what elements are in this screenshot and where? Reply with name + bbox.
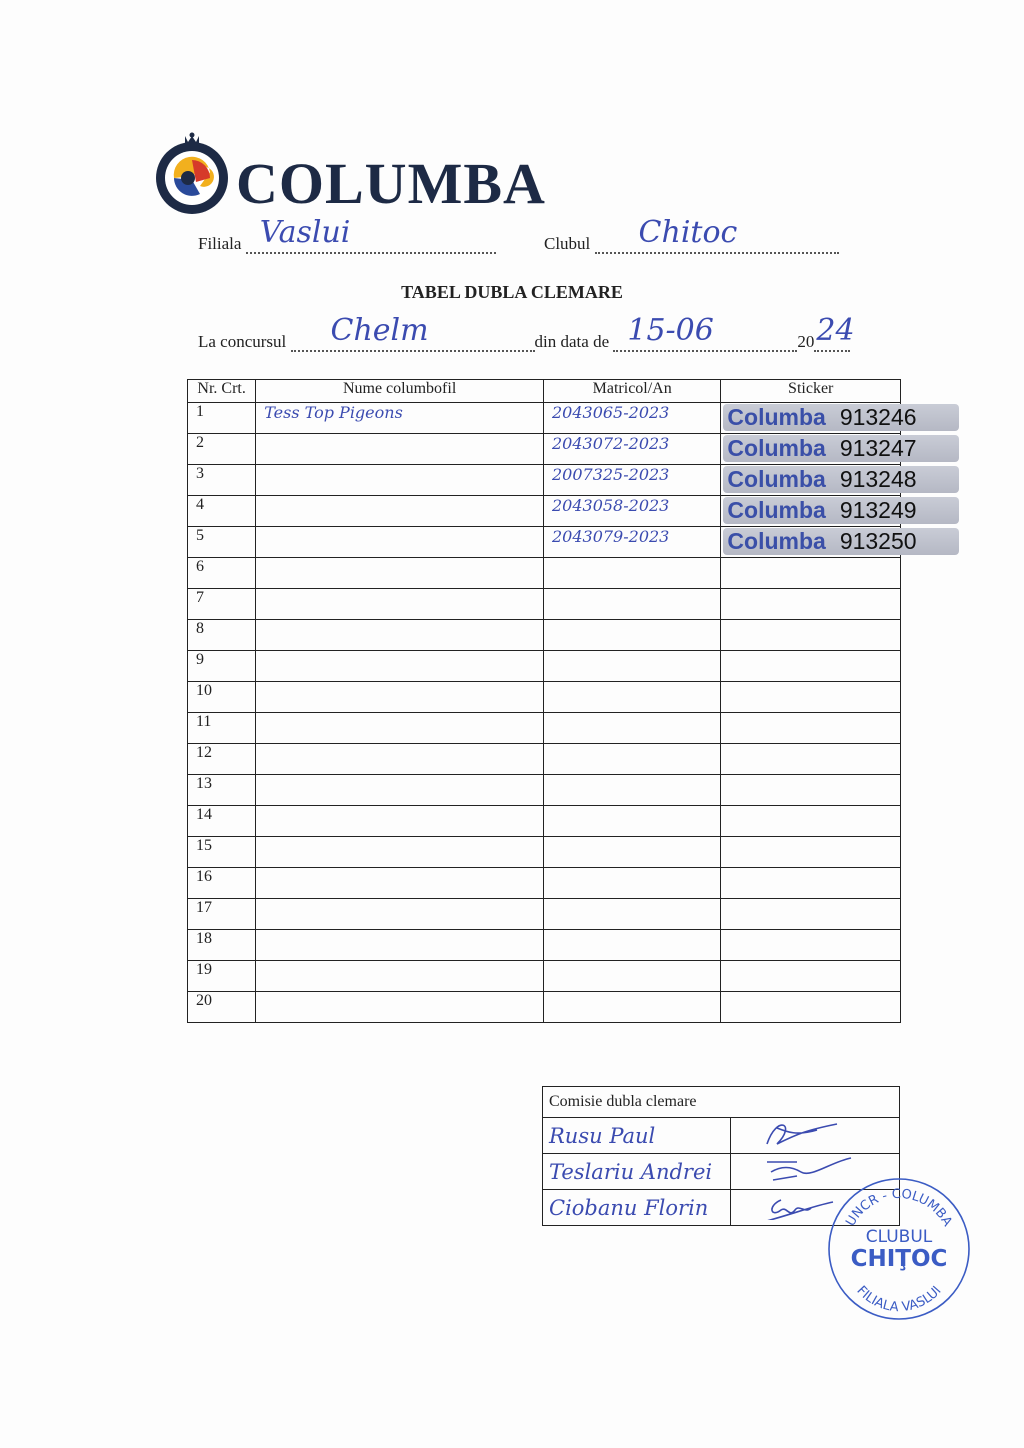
row-sticker bbox=[721, 961, 901, 992]
row-name bbox=[256, 434, 544, 465]
row-number: 20 bbox=[188, 992, 256, 1023]
row-matricol: 2007325-2023 bbox=[543, 465, 720, 496]
row-sticker bbox=[721, 806, 901, 837]
row-matricol bbox=[543, 868, 720, 899]
row-name bbox=[256, 620, 544, 651]
table-row bbox=[188, 806, 901, 837]
table-row bbox=[188, 558, 901, 589]
row-matricol bbox=[543, 837, 720, 868]
year-value: 24 bbox=[816, 313, 855, 348]
row-sticker bbox=[721, 930, 901, 961]
stamp-line2: CHIŢOC bbox=[850, 1246, 948, 1272]
row-name bbox=[256, 496, 544, 527]
columba-logo-icon bbox=[152, 132, 232, 216]
row-number: 16 bbox=[188, 868, 256, 899]
commission-member: Teslariu Andrei bbox=[543, 1154, 731, 1190]
clubul-value: Chitoc bbox=[638, 215, 738, 250]
row-name bbox=[256, 682, 544, 713]
row-sticker bbox=[721, 682, 901, 713]
sticker-label bbox=[723, 466, 959, 493]
stamp-line1: CLUBUL bbox=[865, 1227, 933, 1247]
row-number: 7 bbox=[188, 589, 256, 620]
row-name bbox=[256, 651, 544, 682]
signature-cell bbox=[731, 1118, 900, 1154]
header-nr: Nr. Crt. bbox=[188, 380, 256, 403]
sticker-brand: Columba bbox=[727, 528, 826, 554]
table-row bbox=[188, 713, 901, 744]
row-matricol bbox=[543, 651, 720, 682]
row-number: 5 bbox=[188, 527, 256, 558]
row-sticker bbox=[721, 713, 901, 744]
row-name bbox=[256, 775, 544, 806]
row-matricol: 2043072-2023 bbox=[543, 434, 720, 465]
row-number: 4 bbox=[188, 496, 256, 527]
sticker-number: 913250 bbox=[839, 528, 917, 554]
row-name bbox=[256, 589, 544, 620]
row-matricol bbox=[543, 744, 720, 775]
sticker-brand: Columba bbox=[727, 466, 826, 492]
contest-field bbox=[198, 313, 855, 352]
signature-mark bbox=[737, 1118, 857, 1148]
row-sticker bbox=[721, 403, 917, 434]
row-number: 19 bbox=[188, 961, 256, 992]
table-row bbox=[188, 403, 901, 434]
contest-value: Chelm bbox=[330, 313, 429, 348]
table-row bbox=[188, 868, 901, 899]
row-matricol bbox=[543, 992, 720, 1023]
row-number: 9 bbox=[188, 651, 256, 682]
row-matricol bbox=[543, 558, 720, 589]
row-name bbox=[256, 992, 544, 1023]
row-number: 15 bbox=[188, 837, 256, 868]
svg-text:UNCR - COLUMBA bbox=[843, 1187, 955, 1229]
table-row bbox=[188, 961, 901, 992]
sticker-number: 913249 bbox=[839, 497, 917, 523]
table-row bbox=[188, 744, 901, 775]
row-sticker bbox=[721, 589, 901, 620]
sticker-label bbox=[723, 497, 959, 524]
row-name bbox=[256, 930, 544, 961]
table-row bbox=[188, 837, 901, 868]
row-matricol bbox=[543, 682, 720, 713]
row-name bbox=[256, 899, 544, 930]
row-name bbox=[256, 713, 544, 744]
stamp-top-text: UNCR - COLUMBA bbox=[843, 1186, 955, 1230]
row-name bbox=[256, 744, 544, 775]
row-name bbox=[256, 465, 544, 496]
filiala-value: Vaslui bbox=[259, 215, 351, 250]
row-number: 13 bbox=[188, 775, 256, 806]
row-number: 12 bbox=[188, 744, 256, 775]
brand-title: COLUMBA bbox=[236, 151, 546, 216]
sticker-brand: Columba bbox=[727, 497, 826, 523]
row-matricol bbox=[543, 899, 720, 930]
row-matricol bbox=[543, 775, 720, 806]
club-stamp bbox=[826, 1176, 972, 1322]
row-number: 14 bbox=[188, 806, 256, 837]
stamp-bottom-text: FILIALA VASLUI bbox=[853, 1283, 945, 1316]
row-sticker bbox=[721, 434, 917, 465]
sticker-brand: Columba bbox=[727, 435, 826, 461]
row-matricol bbox=[543, 620, 720, 651]
row-matricol: 2043079-2023 bbox=[543, 527, 720, 558]
row-sticker bbox=[721, 992, 901, 1023]
row-number: 10 bbox=[188, 682, 256, 713]
commission-member: Rusu Paul bbox=[543, 1118, 731, 1154]
commission-title: Comisie dubla clemare bbox=[543, 1087, 900, 1118]
clemare-table bbox=[187, 379, 917, 1023]
header-name: Nume columbofil bbox=[256, 380, 544, 403]
sticker-label bbox=[723, 435, 959, 462]
row-name bbox=[256, 806, 544, 837]
sticker-number: 913248 bbox=[839, 466, 917, 492]
row-matricol bbox=[543, 806, 720, 837]
sticker-brand: Columba bbox=[727, 404, 826, 430]
row-matricol bbox=[543, 930, 720, 961]
row-number: 17 bbox=[188, 899, 256, 930]
header-matricol: Matricol/An bbox=[543, 380, 720, 403]
row-number: 3 bbox=[188, 465, 256, 496]
table-row bbox=[188, 434, 901, 465]
contest-label: La concursul bbox=[198, 332, 287, 351]
table-row bbox=[188, 992, 901, 1023]
table-row bbox=[188, 930, 901, 961]
filiala-field bbox=[198, 215, 496, 254]
commission-member: Ciobanu Florin bbox=[543, 1190, 731, 1226]
row-number: 2 bbox=[188, 434, 256, 465]
row-sticker bbox=[721, 496, 917, 527]
row-name bbox=[256, 837, 544, 868]
document-title: TABEL DUBLA CLEMARE bbox=[401, 282, 623, 302]
row-name: Tess Top Pigeons bbox=[256, 403, 544, 434]
svg-text:FILIALA VASLUI bbox=[853, 1283, 944, 1315]
row-number: 8 bbox=[188, 620, 256, 651]
row-sticker bbox=[721, 620, 901, 651]
row-sticker bbox=[721, 465, 917, 496]
sticker-label bbox=[723, 528, 959, 555]
row-sticker bbox=[721, 651, 901, 682]
clubul-label: Clubul bbox=[544, 234, 591, 253]
row-sticker bbox=[721, 558, 901, 589]
header-sticker: Sticker bbox=[721, 380, 901, 403]
sticker-label bbox=[723, 404, 959, 431]
row-number: 1 bbox=[188, 403, 256, 434]
row-number: 6 bbox=[188, 558, 256, 589]
table-row bbox=[188, 899, 901, 930]
row-sticker bbox=[721, 868, 901, 899]
table-row bbox=[188, 682, 901, 713]
year-prefix: 20 bbox=[797, 332, 815, 351]
row-name bbox=[256, 961, 544, 992]
row-name bbox=[256, 527, 544, 558]
row-matricol: 2043065-2023 bbox=[543, 403, 720, 434]
table-row bbox=[188, 589, 901, 620]
row-number: 11 bbox=[188, 713, 256, 744]
row-sticker bbox=[721, 775, 901, 806]
row-matricol: 2043058-2023 bbox=[543, 496, 720, 527]
date-value: 15-06 bbox=[627, 313, 714, 348]
sticker-number: 913246 bbox=[839, 404, 917, 430]
table-row bbox=[188, 527, 901, 558]
row-matricol bbox=[543, 589, 720, 620]
clubul-field bbox=[544, 215, 839, 254]
table-row bbox=[188, 496, 901, 527]
row-sticker bbox=[721, 527, 917, 558]
row-sticker bbox=[721, 899, 901, 930]
table-row bbox=[188, 465, 901, 496]
table-row bbox=[188, 620, 901, 651]
row-name bbox=[256, 868, 544, 899]
row-sticker bbox=[721, 744, 901, 775]
table-header-row bbox=[188, 380, 901, 403]
date-label: din data de bbox=[534, 332, 610, 351]
row-sticker bbox=[721, 837, 901, 868]
table-row bbox=[188, 651, 901, 682]
row-matricol bbox=[543, 713, 720, 744]
row-number: 18 bbox=[188, 930, 256, 961]
table-row bbox=[188, 775, 901, 806]
sticker-number: 913247 bbox=[839, 435, 917, 461]
row-name bbox=[256, 558, 544, 589]
row-matricol bbox=[543, 961, 720, 992]
filiala-label: Filiala bbox=[198, 234, 242, 253]
